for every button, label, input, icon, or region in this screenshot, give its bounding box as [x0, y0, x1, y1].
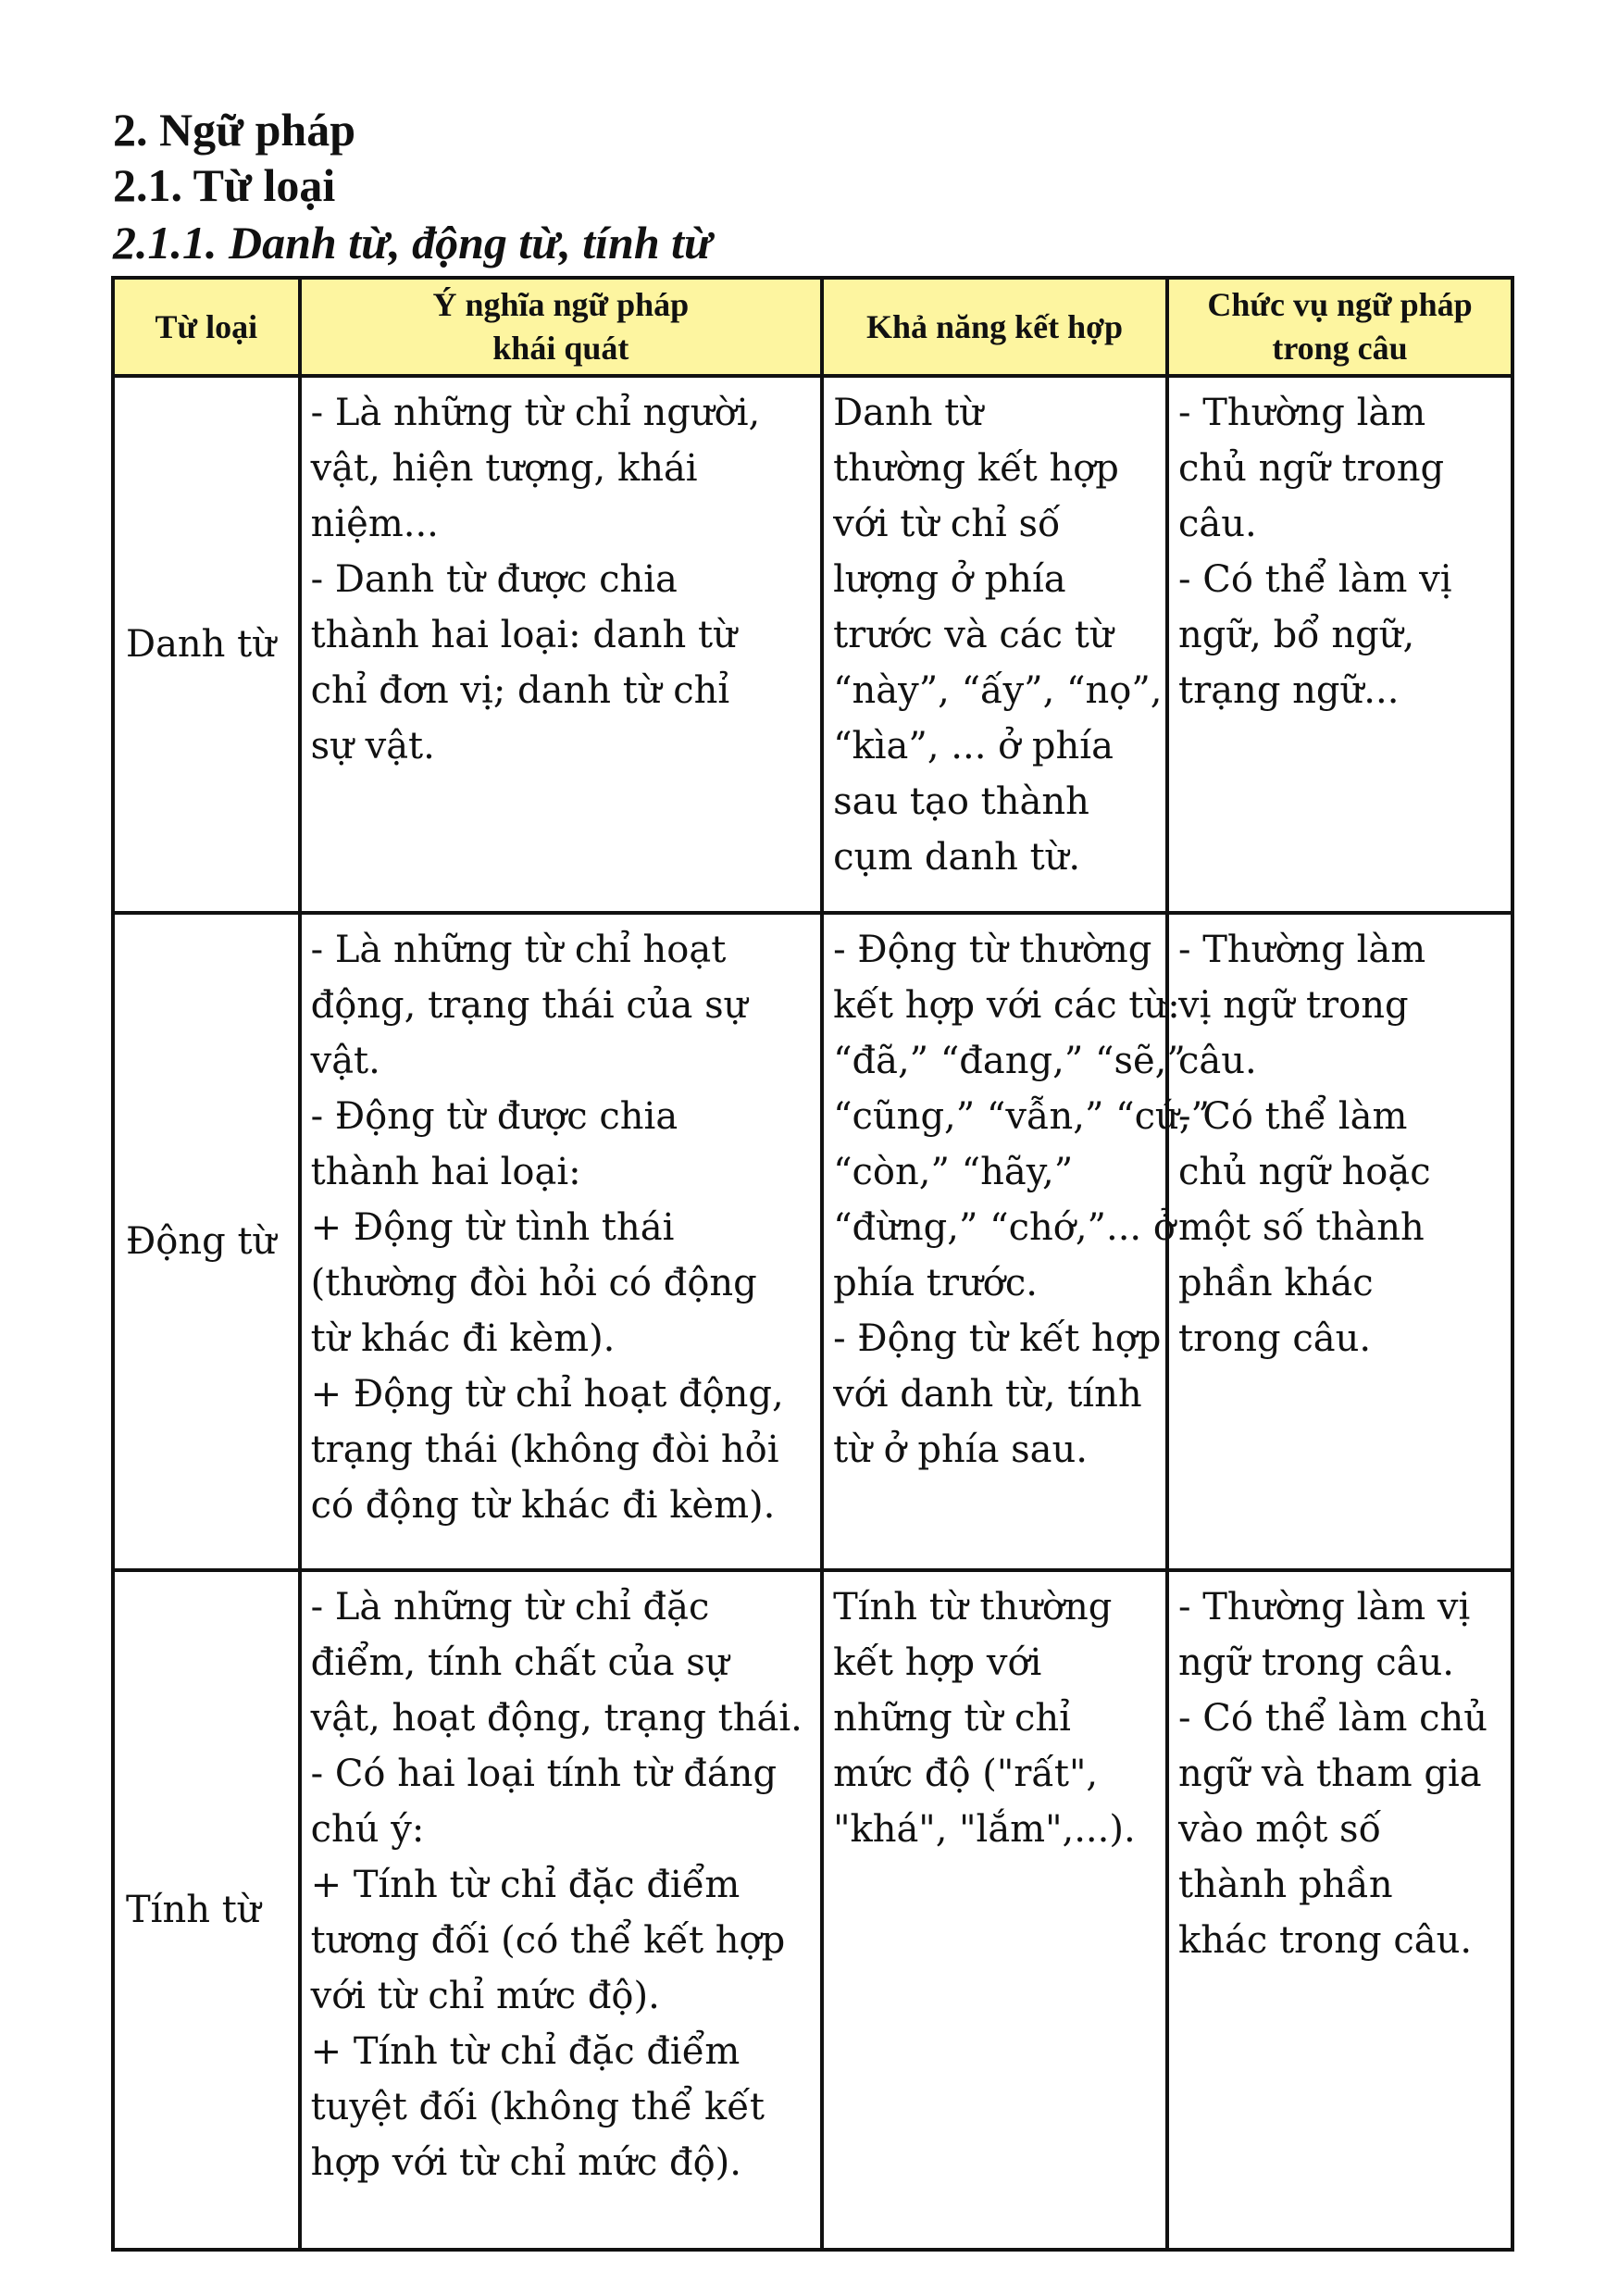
combination-line: kết hợp với các từ:	[833, 984, 1180, 1027]
combination-line: “này”, “ấy”, “nọ”,	[833, 669, 1163, 712]
meaning-line: vật, hiện tượng, khái	[310, 447, 698, 490]
meaning-line: + Tính từ chỉ đặc điểm	[310, 1864, 741, 1906]
header-meaning	[300, 278, 822, 376]
meaning-line: tương đối (có thể kết hợp	[310, 1919, 786, 1962]
function-cell	[1167, 913, 1512, 1570]
function-line: - Thường làm vị	[1178, 1586, 1471, 1628]
combination-line: Danh từ	[833, 392, 984, 434]
combination-cell	[822, 376, 1167, 913]
word-class-cell	[113, 913, 300, 1570]
meaning-line: động, trạng thái của sự	[310, 984, 748, 1027]
combination-line: - Động từ thường	[833, 929, 1152, 971]
combination-line: - Động từ kết hợp	[833, 1317, 1162, 1360]
combination-line: phía trước.	[833, 1262, 1038, 1304]
meaning-line: thành hai loại: danh từ	[310, 614, 737, 656]
meaning-line: + Động từ chỉ hoạt động,	[310, 1373, 784, 1416]
meaning-line: - Danh từ được chia	[310, 558, 678, 601]
meaning-line: chỉ đơn vị; danh từ chỉ	[310, 669, 730, 712]
combination-cell	[822, 1570, 1167, 2250]
combination-line: “còn,” “hãy,”	[833, 1151, 1074, 1193]
word-class-cell	[113, 1570, 300, 2250]
function-line: - Có thể làm chủ	[1178, 1697, 1488, 1740]
meaning-line: thành hai loại:	[310, 1151, 581, 1193]
function-line: ngữ, bổ ngữ,	[1178, 614, 1415, 656]
meaning-line: - Là những từ chỉ đặc	[310, 1586, 710, 1628]
header-word-class-label: Từ loại	[155, 307, 258, 345]
combination-line: kết hợp với	[833, 1641, 1042, 1684]
combination-line: từ ở phía sau.	[833, 1429, 1088, 1471]
combination-line: với từ chỉ số	[833, 503, 1061, 545]
combination-line: Tính từ thường	[833, 1586, 1113, 1628]
combination-cell	[822, 913, 1210, 1570]
subsubsection-heading: 2.1.1. Danh từ, động từ, tính từ	[113, 217, 712, 268]
meaning-line: có động từ khác đi kèm).	[310, 1484, 776, 1527]
function-line: câu.	[1178, 1040, 1257, 1082]
header-word-class	[113, 278, 300, 376]
function-line: vị ngữ trong	[1178, 984, 1409, 1027]
function-line: vào một số	[1178, 1808, 1382, 1851]
meaning-line: + Động từ tình thái	[310, 1206, 675, 1249]
meaning-line: điểm, tính chất của sự	[310, 1641, 729, 1684]
meaning-line: - Là những từ chỉ người,	[310, 392, 761, 434]
combination-line: “đừng,” “chớ,”... ở	[833, 1206, 1176, 1249]
function-line: một số thành	[1178, 1206, 1425, 1249]
meaning-line: từ khác đi kèm).	[310, 1317, 616, 1360]
table-row-noun	[113, 376, 1512, 913]
meaning-line: trạng thái (không đòi hỏi	[310, 1429, 779, 1471]
header-function	[1167, 278, 1512, 376]
section-heading: 2. Ngữ pháp	[113, 104, 356, 156]
meaning-line: với từ chỉ mức độ).	[310, 1975, 660, 2017]
meaning-line: - Động từ được chia	[310, 1095, 678, 1138]
function-cell	[1167, 376, 1512, 913]
combination-line: những từ chỉ	[833, 1697, 1071, 1740]
meaning-line: - Có hai loại tính từ đáng	[310, 1753, 778, 1795]
word-class-name: Động từ	[126, 1220, 277, 1263]
function-line: ngữ và tham gia	[1178, 1753, 1482, 1795]
combination-line: cụm danh từ.	[833, 836, 1081, 879]
meaning-line: - Là những từ chỉ hoạt	[310, 929, 727, 971]
meaning-line: hợp với từ chỉ mức độ).	[310, 2141, 741, 2184]
word-class-table	[111, 276, 1514, 2252]
header-function-line: Chức vụ ngữ pháp	[1207, 286, 1473, 323]
function-cell	[1167, 1570, 1512, 2250]
function-line: - Có thể làm vị	[1178, 558, 1452, 601]
function-line: phần khác	[1178, 1262, 1374, 1304]
combination-line: “cũng,” “vẫn,” “cứ,”	[833, 1095, 1210, 1138]
combination-line: “kìa”, ... ở phía	[833, 725, 1114, 767]
function-line: trong câu.	[1178, 1317, 1372, 1360]
function-line: ngữ trong câu.	[1178, 1641, 1454, 1684]
combination-line: với danh từ, tính	[833, 1373, 1142, 1416]
table-header-row	[113, 278, 1512, 376]
function-line: - Thường làm	[1178, 929, 1426, 971]
combination-line: thường kết hợp	[833, 447, 1119, 490]
function-line: chủ ngữ hoặc	[1178, 1151, 1431, 1193]
function-line: trạng ngữ...	[1178, 669, 1400, 712]
word-class-cell	[113, 376, 300, 913]
function-line: khác trong câu.	[1178, 1919, 1473, 1962]
function-line: câu.	[1178, 503, 1257, 545]
word-class-name: Tính từ	[126, 1889, 261, 1931]
meaning-cell	[300, 913, 822, 1570]
function-line: thành phần	[1178, 1864, 1393, 1906]
combination-line: lượng ở phía	[833, 558, 1066, 601]
combination-line: trước và các từ	[833, 614, 1114, 656]
table-row-adjective	[113, 1570, 1512, 2250]
meaning-line: vật.	[310, 1040, 380, 1082]
meaning-line: sự vật.	[310, 725, 435, 767]
combination-line: sau tạo thành	[833, 780, 1089, 823]
function-line: - Thường làm	[1178, 392, 1426, 434]
combination-line: "khá", "lắm",...).	[833, 1808, 1136, 1851]
header-function-line: trong câu	[1272, 330, 1408, 367]
header-combination-label: Khả năng kết hợp	[866, 307, 1124, 345]
meaning-line: tuyệt đối (không thể kết	[310, 2086, 765, 2128]
function-line: chủ ngữ trong	[1178, 447, 1445, 490]
combination-line: mức độ ("rất",	[833, 1753, 1099, 1795]
meaning-line: chú ý:	[310, 1808, 425, 1851]
subsection-heading: 2.1. Từ loại	[113, 159, 336, 211]
word-class-name: Danh từ	[126, 623, 276, 666]
meaning-cell	[300, 1570, 822, 2250]
meaning-line: (thường đòi hỏi có động	[310, 1262, 757, 1304]
header-meaning-line: Ý nghĩa ngữ pháp	[432, 286, 690, 323]
meaning-line: niệm...	[310, 503, 439, 545]
meaning-line: + Tính từ chỉ đặc điểm	[310, 2030, 741, 2073]
header-meaning-line: khái quát	[492, 330, 629, 367]
meaning-cell	[300, 376, 822, 913]
function-line: - Có thể làm	[1178, 1095, 1408, 1138]
meaning-line: vật, hoạt động, trạng thái.	[310, 1697, 803, 1740]
combination-line: “đã,” “đang,” “sẽ,”	[833, 1040, 1186, 1082]
table-row-verb	[113, 913, 1512, 1570]
header-combination	[822, 278, 1167, 376]
